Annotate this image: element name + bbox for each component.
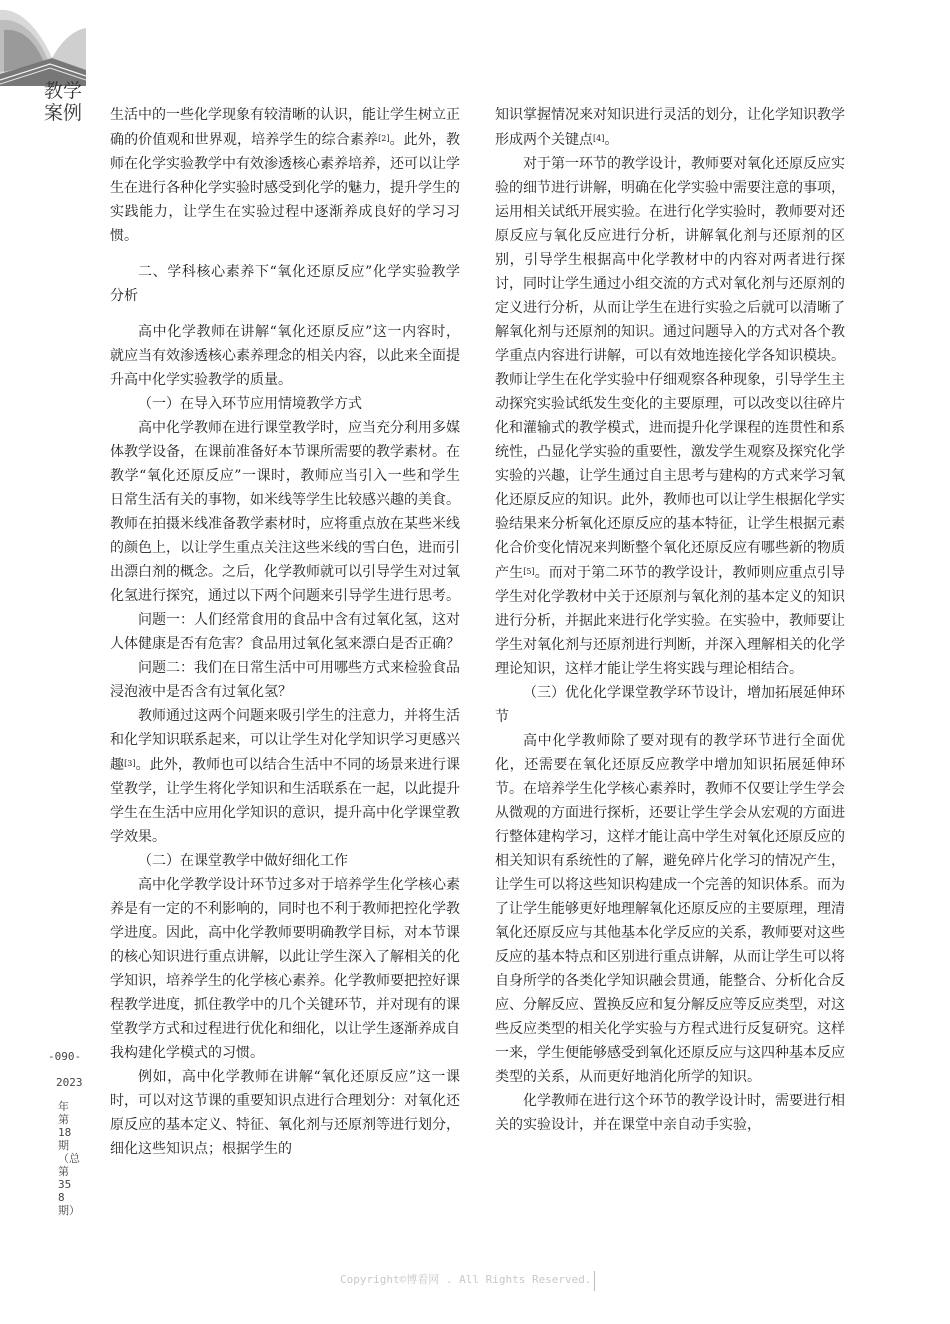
- paragraph: 例如，高中化学教师在讲解“氧化还原反应”这一课时，可以对这节课的重要知识点进行合理划分：对氧化还原反应的基本定义、特征、氧化剂与还原剂等进行划分，细化这些知识点；根据学生的: [110, 1069, 460, 1157]
- subsection-heading: （二）在课堂教学中做好细化工作: [138, 853, 348, 869]
- paragraph: 高中化学教师除了要对现有的教学环节进行全面优化，还需要在氧化还原反应教学中增加知识拓展延伸环节。在培养学生化学核心素养时，教师不仅要让学生学会从微观的方面进行探析，还要让学生学会从宏观的方面进行整体建构学习，这样才能让高中学生对氧化还原反应的相关知识有系统性的了解，避免碎片化学习的情况产生，让学生可以将这些知识构建成一个完善的知识体系。而为了让学生能够更好地理解氧化还原反应的主要原理，理清氧化还原反应与其他基本化学反应的关系，教师要对这些反应的基本特点和区别进行重点讲解，从而让学生可以将自身所学的各类化学知识融会贯通，能整合、分析化合反应、分解反应、置换反应和复分解反应等反应类型，对这些反应类型的相关化学实验与方程式进行反复研究。这样一来，学生便能够感受到氧化还原反应与这四种基本反应类型的关系，从而更好地消化所学的知识。: [495, 733, 845, 1085]
- paragraph: 高中化学教学设计环节过多对于培养学生化学核心素养是有一定的不利影响的，同时也不利于教师把控化学教学进度。因此，高中化学教师要明确教学目标，对本节课的核心知识进行重点讲解，以此让学生深入了解相关的化学知识，培养学生的化学核心素养。化学教师要把控好课程教学进度，抓住教学中的几个关键环节，并对现有的课堂教学方式和过程进行优化和细化，以让学生逐渐养成自我构建化学模式的习惯。: [110, 877, 460, 1061]
- open-book-icon: [0, 0, 86, 86]
- page-number: -090-: [48, 1050, 82, 1063]
- right-column: [495, 103, 845, 1137]
- citation: [5]: [523, 567, 535, 576]
- citation: [4]: [593, 134, 605, 143]
- paragraph: 对于第一环节的教学设计，教师要对氧化还原反应实验的细节进行讲解，明确在化学实验中需要注意的事项，运用相关试纸开展实验。在进行化学实验时，教师要对还原反应与氧化反应进行分析，讲解氧化剂与还原剂的区别，引导学生根据高中化学教材中的内容对两者进行探讨，同时让学生通过小组交流的方式对氧化剂与还原剂的定义进行分析，从而让学生在进行实验之后就可以清晰了解氧化剂与还原剂的知识。通过问题导入的方式对各个教学重点内容进行讲解，可以有效地连接化学各知识模块。教师让学生在化学实验中仔细观察各种现象，引导学生主动探究实验试纸发生变化的主要原理，可以改变以往碎片化和灌输式的教学模式，进而提升化学课程的连贯性和系统性，凸显化学实验的重要性，激发学生观察及探究化学实验的兴趣，让学生通过自主思考与建构的方式来学习氧化还原反应的知识。此外，教师也可以让学生根据化学实验结果来分析氧化还原反应的基本特征，让学生根据元素化合价变化情况来判断整个氧化还原反应有哪些新的物质产生[5]。而对于第二环节的教学设计，教师则应重点引导学生对化学教材中关于还原剂与氧化剂的基本定义的知识进行分析，并据此来进行化学实验。在实验中，教师要让学生对氧化剂与还原剂进行判断，并深入理解相关的化学理论知识，这样才能让学生将实践与理论相结合。: [495, 156, 846, 677]
- citation: [2]: [378, 134, 390, 143]
- issue-info: 年第18期（总第358期）: [58, 1100, 80, 1217]
- issue-year: 2023: [56, 1076, 83, 1089]
- citation: [3]: [124, 759, 136, 768]
- section-heading: 二、学科核心素养下“氧化还原反应”化学实验教学分析: [110, 264, 460, 304]
- paragraph: 高中化学教师在进行课堂教学时，应当充分利用多媒体教学设备，在课前准备好本节课所需要的教学素材。在教学“氧化还原反应”一课时，教师应当引入一些和学生日常生活有关的事物，如米线等学生比较感兴趣的美食。教师在拍摄米线准备教学素材时，应将重点放在某些米线的颜色上，以让学生重点关注这些米线的雪白色，进而引出漂白剂的概念。之后，化学教师就可以引导学生对过氧化氢进行探究，通过以下两个问题来引导学生进行思考。: [110, 420, 460, 604]
- paragraph: 知识掌握情况来对知识进行灵活的划分，让化学知识教学形成两个关键点[4]。: [495, 107, 845, 148]
- paragraph: 教师通过这两个问题来吸引学生的注意力，并将生活和化学知识联系起来，可以让学生对化学知识学习更感兴趣[3]。此外，教师也可以结合生活中不同的场景来进行课堂教学，让学生将化学知识和生活联系在一起，以此提升学生在生活中应用化学知识的意识，提升高中化学课堂教学效果。: [110, 708, 461, 845]
- paragraph: 问题二：我们在日常生活中可用哪些方式来检验食品浸泡液中是否含有过氧化氢？: [110, 660, 460, 700]
- left-column: [110, 103, 460, 1161]
- paragraph: 化学教师在进行这个环节的教学设计时，需要进行相关的实验设计，并在课堂中亲自动手实验，: [495, 1093, 845, 1133]
- paragraph: 高中化学教师在讲解“氧化还原反应”这一内容时，就应当有效渗透核心素养理念的相关内容，以此来全面提升高中化学实验教学的质量。: [110, 324, 460, 388]
- subsection-heading: （三）优化化学课堂教学环节设计，增加拓展延伸环节: [495, 685, 845, 725]
- paragraph: 问题一：人们经常食用的食品中含有过氧化氢，这对人体健康是否有危害？食品用过氧化氢来漂白是否正确？: [110, 612, 460, 652]
- paragraph: 生活中的一些化学现象有较清晰的认识，能让学生树立正确的价值观和世界观，培养学生的综合素养[2]。此外，教师在化学实验教学中有效渗透核心素养培养，还可以让学生在进行各种化学实验时感受到化学的魅力，提升学生的实践能力，让学生在实验过程中逐渐养成良好的学习习惯。: [110, 107, 461, 244]
- copyright-notice: Copyright©博看网 . All Rights Reserved.: [340, 1271, 595, 1291]
- subsection-heading: （一）在导入环节应用情境教学方式: [138, 396, 362, 412]
- column-label: 教学案例: [44, 80, 83, 124]
